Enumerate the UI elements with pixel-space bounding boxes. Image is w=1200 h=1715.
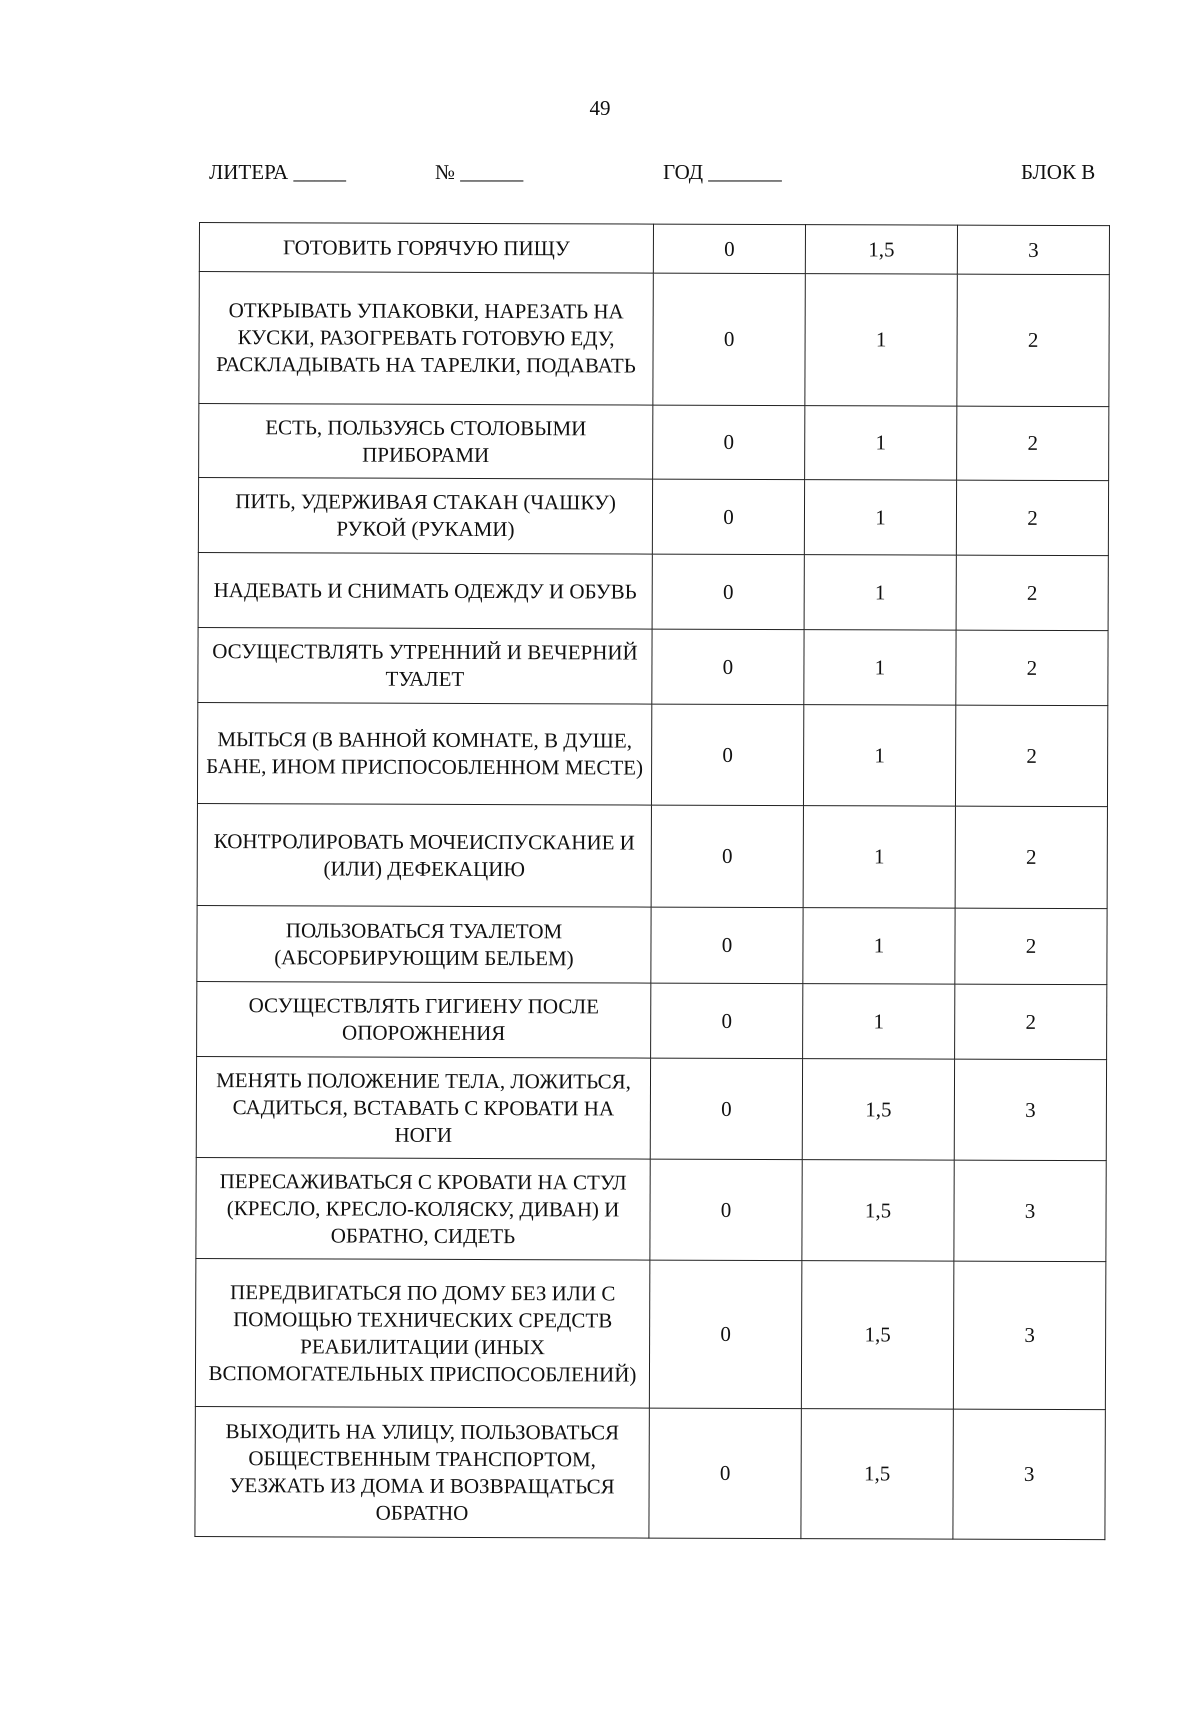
activity-cell: МЫТЬСЯ (В ВАННОЙ КОМНАТЕ, В ДУШЕ, БАНЕ, ИНОМ ПРИСПОСОБЛЕННОМ МЕСТЕ)	[197, 702, 651, 805]
activity-cell: ПИТЬ, УДЕРЖИВАЯ СТАКАН (ЧАШКУ) РУКОЙ (РУКАМИ)	[198, 478, 652, 555]
table-row	[199, 223, 1109, 275]
table-row	[199, 404, 1109, 481]
table-row	[198, 478, 1108, 556]
score-full-cell: 2	[956, 555, 1108, 631]
score-none-cell: 0	[649, 1408, 801, 1539]
score-full-cell: 2	[955, 705, 1107, 807]
table-row	[197, 803, 1107, 908]
score-none-cell: 0	[650, 1058, 802, 1160]
table-row	[196, 1056, 1106, 1160]
score-none-cell: 0	[653, 405, 805, 480]
score-partial-cell: 1,5	[801, 1409, 953, 1540]
score-none-cell: 0	[650, 1159, 802, 1261]
score-partial-cell: 1	[805, 406, 957, 481]
table-row	[197, 905, 1107, 984]
score-none-cell: 0	[651, 805, 803, 908]
score-full-cell: 3	[954, 1059, 1106, 1161]
table-row	[199, 272, 1109, 407]
score-full-cell: 3	[953, 1409, 1105, 1540]
activity-cell: ОТКРЫВАТЬ УПАКОВКИ, НАРЕЗАТЬ НА КУСКИ, РАЗОГРЕВАТЬ ГОТОВУЮ ЕДУ, РАСКЛАДЫВАТЬ НА ТАРЕЛКИ, ПОДАВАТЬ	[199, 272, 653, 406]
number-field: № ______	[435, 160, 524, 184]
score-full-cell: 2	[956, 480, 1108, 556]
score-partial-cell: 1	[805, 274, 957, 407]
page-number: 49	[589, 96, 611, 120]
activity-score-table	[194, 222, 1110, 1540]
table-row	[197, 702, 1107, 806]
score-partial-cell: 1,5	[802, 1059, 954, 1161]
score-full-cell: 2	[957, 406, 1109, 481]
activity-cell: ПОЛЬЗОВАТЬСЯ ТУАЛЕТОМ (АБСОРБИРУЮЩИМ БЕЛЬЕМ)	[197, 905, 651, 983]
score-full-cell: 3	[954, 1160, 1106, 1262]
activity-cell: КОНТРОЛИРОВАТЬ МОЧЕИСПУСКАНИЕ И (ИЛИ) ДЕФЕКАЦИЮ	[197, 803, 651, 907]
score-none-cell: 0	[649, 1260, 802, 1409]
score-none-cell: 0	[652, 479, 804, 555]
score-partial-cell: 1,5	[802, 1160, 954, 1262]
score-partial-cell: 1	[804, 630, 956, 706]
score-none-cell: 0	[653, 273, 805, 406]
score-partial-cell: 1	[803, 806, 955, 909]
table-row	[198, 627, 1108, 705]
score-full-cell: 2	[955, 806, 1107, 909]
table-row	[195, 1258, 1106, 1409]
score-none-cell: 0	[652, 629, 804, 705]
score-partial-cell: 1	[804, 555, 956, 631]
score-partial-cell: 1	[803, 705, 955, 807]
activity-score-table-wrapper	[194, 222, 1109, 1540]
table-row	[197, 981, 1107, 1059]
score-none-cell: 0	[652, 554, 804, 630]
score-full-cell: 2	[956, 630, 1108, 706]
litera-field: ЛИТЕРА _____	[209, 160, 346, 184]
score-partial-cell: 1,5	[805, 225, 957, 275]
score-partial-cell: 1	[803, 908, 955, 985]
activity-cell: ГОТОВИТЬ ГОРЯЧУЮ ПИЩУ	[199, 223, 653, 274]
score-partial-cell: 1	[803, 984, 955, 1060]
activity-cell: НАДЕВАТЬ И СНИМАТЬ ОДЕЖДУ И ОБУВЬ	[198, 552, 652, 629]
score-full-cell: 3	[957, 225, 1109, 275]
score-none-cell: 0	[651, 907, 803, 984]
table-body	[195, 223, 1110, 1540]
block-label: БЛОК В	[1021, 160, 1096, 184]
table-row	[195, 1406, 1105, 1539]
activity-cell: ОСУЩЕСТВЛЯТЬ ГИГИЕНУ ПОСЛЕ ОПОРОЖНЕНИЯ	[197, 981, 651, 1058]
activity-cell: ПЕРЕДВИГАТЬСЯ ПО ДОМУ БЕЗ ИЛИ С ПОМОЩЬЮ ТЕХНИЧЕСКИХ СРЕДСТВ РЕАБИЛИТАЦИИ (ИНЫХ ВСПОМОГАТЕЛЬНЫХ ПРИСПОСОБЛЕНИЙ)	[195, 1258, 650, 1408]
score-full-cell: 3	[953, 1261, 1106, 1410]
score-full-cell: 2	[955, 908, 1107, 985]
activity-cell: МЕНЯТЬ ПОЛОЖЕНИЕ ТЕЛА, ЛОЖИТЬСЯ, САДИТЬСЯ, ВСТАВАТЬ С КРОВАТИ НА НОГИ	[196, 1056, 650, 1159]
activity-cell: ЕСТЬ, ПОЛЬЗУЯСЬ СТОЛОВЫМИ ПРИБОРАМИ	[199, 404, 653, 480]
year-field: ГОД _______	[663, 160, 782, 184]
activity-cell: ОСУЩЕСТВЛЯТЬ УТРЕННИЙ И ВЕЧЕРНИЙ ТУАЛЕТ	[198, 627, 652, 704]
score-full-cell: 2	[955, 984, 1107, 1060]
score-none-cell: 0	[651, 983, 803, 1059]
score-none-cell: 0	[651, 704, 803, 806]
table-row	[198, 552, 1108, 630]
score-full-cell: 2	[957, 274, 1109, 407]
score-partial-cell: 1,5	[801, 1261, 954, 1410]
activity-cell: ПЕРЕСАЖИВАТЬСЯ С КРОВАТИ НА СТУЛ (КРЕСЛО, КРЕСЛО-КОЛЯСКУ, ДИВАН) И ОБРАТНО, СИДЕТЬ	[196, 1157, 650, 1260]
activity-cell: ВЫХОДИТЬ НА УЛИЦУ, ПОЛЬЗОВАТЬСЯ ОБЩЕСТВЕННЫМ ТРАНСПОРТОМ, УЕЗЖАТЬ ИЗ ДОМА И ВОЗВРАЩАТЬСЯ ОБРАТНО	[195, 1406, 649, 1538]
score-none-cell: 0	[653, 224, 805, 274]
table-row	[196, 1157, 1106, 1261]
score-partial-cell: 1	[804, 480, 956, 556]
